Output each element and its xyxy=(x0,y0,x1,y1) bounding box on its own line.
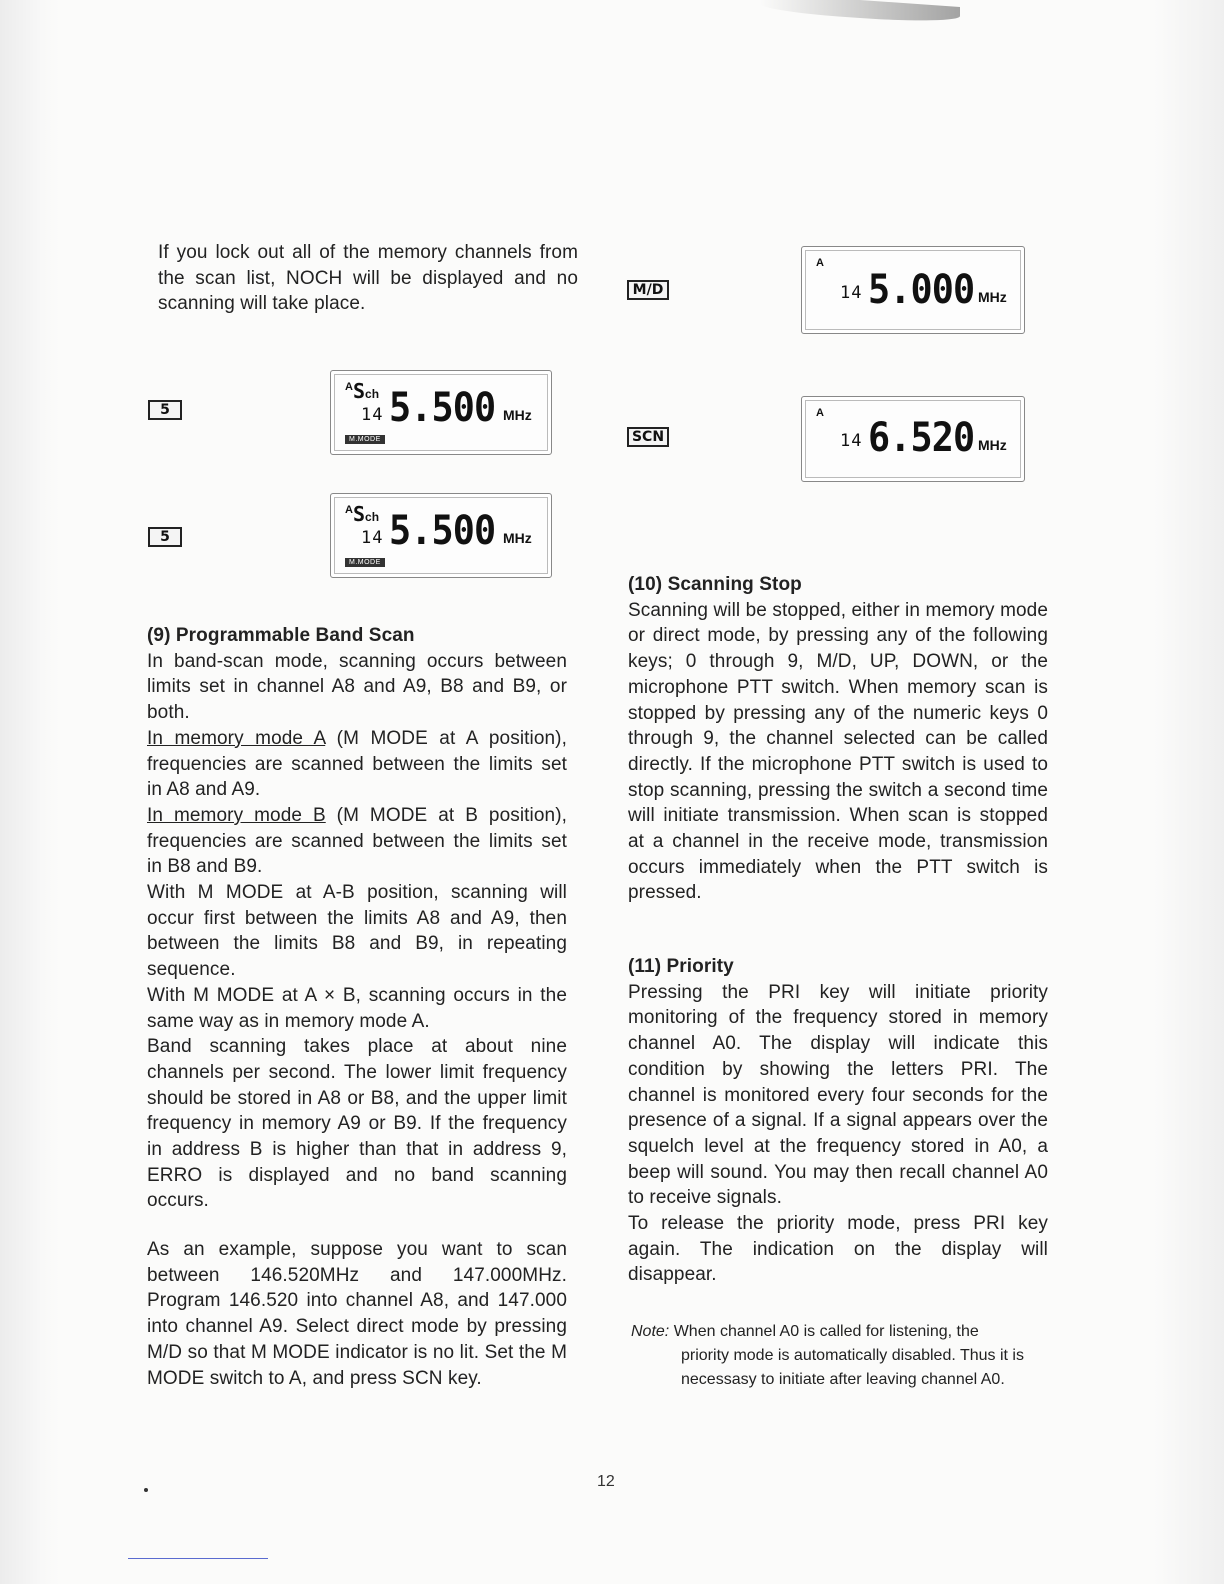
lcd-frequency: 5.500 xyxy=(389,385,496,431)
section-9-p3 xyxy=(147,803,567,880)
lcd-mmode-indicator: M.MODE xyxy=(345,435,385,444)
section-9-example xyxy=(147,1237,567,1391)
scan-edge-line xyxy=(128,1558,268,1559)
lcd-unit: MHz xyxy=(978,437,1007,453)
note-first-line xyxy=(631,1320,1051,1344)
section-priority xyxy=(628,954,1048,1288)
key-5-second xyxy=(148,527,182,547)
lcd-corner-label: A xyxy=(816,257,824,269)
memory-mode-a-term: In memory mode A xyxy=(147,727,326,749)
lcd-freq-prefix: 14 xyxy=(361,405,384,425)
section-9-p7: As an example, suppose you want to scan between 146.520MHz and 147.000MHz. Program 146.520 into channel A8, and 147.000 into channel A9. Select direct mode by pressing M/D so that M MODE indicator is no lit. Set the M MODE switch to A, and press SCN key. xyxy=(147,1239,567,1389)
lcd-sch-letter: S xyxy=(353,502,366,526)
section-9-p6: Band scanning takes place at about nine channels per second. The lower limit frequency should be stored in A8 or B8, and the upper limit frequency in memory A9 or B9. If the frequency in address B is higher than that in address 9, ERRO is displayed and no band scanning occurs. xyxy=(147,1036,567,1212)
lcd-freq-prefix: 14 xyxy=(840,283,863,303)
lcd-ch-label: ch xyxy=(365,510,380,524)
lcd-display-4 xyxy=(801,396,1025,482)
lcd-unit: MHz xyxy=(503,407,532,423)
section-9-p3-text: (M MODE at B position), frequencies are scanned between the limits set in B8 and B9. xyxy=(147,804,568,878)
lcd-frequency: 6.520 xyxy=(868,415,975,461)
lcd-frequency: 5.000 xyxy=(868,267,975,313)
lcd-sch-indicator xyxy=(353,502,379,526)
lcd-freq-prefix: 14 xyxy=(361,528,384,548)
lcd-ch-label: ch xyxy=(365,387,380,401)
section-10-p1: Scanning will be stopped, either in memory mode or direct mode, by pressing any of the following keys; 0 through 9, M/D, UP, DOWN, or the microphone PTT switch. When memory scan is stopped by pressing any of the numeric keys 0 through 9, the channel selected can be called directly. If the microphone PTT switch is used to stop scanning, pressing the switch a second time will initiate transmission. When scan is stopped at a channel in the receive mode, transmission occurs immediately when the PTT switch is pressed. xyxy=(628,599,1048,904)
lcd-display-2 xyxy=(330,493,552,578)
section-9-p2 xyxy=(147,726,567,803)
lcd-unit: MHz xyxy=(503,530,532,546)
section-10-heading: (10) Scanning Stop xyxy=(628,574,802,595)
lcd-unit: MHz xyxy=(978,289,1007,305)
lcd-corner-label: A xyxy=(345,381,353,393)
intro-text: If you lock out all of the memory channels from the scan list, NOCH will be displayed and no scanning will take place. xyxy=(158,242,578,315)
key-md xyxy=(627,280,669,300)
note-first-text: When channel A0 is called for listening, the xyxy=(673,1323,979,1340)
lcd-display-3 xyxy=(801,246,1025,334)
section-11-p1: Pressing the PRI key will initiate priority monitoring of the frequency stored in memory channel A0. The display will indicate this condition by showing the letters PRI. The channel is monitored every four seconds for the presence of a signal. If a signal appears over the squelch level at the frequency stored in A0, a beep will sound. You may then recall channel A0 to receive signals. xyxy=(628,981,1048,1209)
lcd-display-1 xyxy=(330,370,552,455)
section-scanning-stop xyxy=(628,572,1048,906)
lcd-freq-prefix: 14 xyxy=(840,431,863,451)
lcd-corner-label: A xyxy=(345,504,353,516)
section-9-p4: With M MODE at A-B position, scanning will occur first between the limits A8 and A9, then between the limits B8 and B9, in repeating sequence. xyxy=(147,882,567,981)
note-body: priority mode is automatically disabled. Thus it is necessasy to initiate after leaving channel A0. xyxy=(681,1347,1024,1388)
lcd-sch-letter: S xyxy=(353,379,366,403)
key-label: 5 xyxy=(160,529,170,545)
scan-smudge xyxy=(760,0,960,25)
section-9-heading: (9) Programmable Band Scan xyxy=(147,625,415,646)
page-shadow-left xyxy=(0,0,60,1584)
key-label: SCN xyxy=(631,429,665,445)
note-label: Note: xyxy=(631,1323,670,1340)
key-label: M/D xyxy=(632,282,664,298)
note-block xyxy=(631,1320,1051,1392)
section-11-p2: To release the priority mode, press PRI key again. The indication on the display will disappear. xyxy=(628,1213,1048,1286)
page-shadow-right xyxy=(1154,0,1224,1584)
section-9-p5: With M MODE at A × B, scanning occurs in the same way as in memory mode A. xyxy=(147,984,567,1032)
lcd-mmode-indicator: M.MODE xyxy=(345,558,385,567)
lcd-frequency: 5.500 xyxy=(389,508,496,554)
page-number: 12 xyxy=(597,1473,615,1490)
memory-mode-b-term: In memory mode B xyxy=(147,804,326,826)
lcd-sch-indicator xyxy=(353,379,379,403)
section-9-p1: In band-scan mode, scanning occurs between limits set in channel A8 and A9, B8 and B9, or both. xyxy=(147,650,567,724)
scan-speck xyxy=(144,1488,148,1492)
intro-paragraph xyxy=(158,240,578,317)
key-5-first xyxy=(148,400,182,420)
key-scn xyxy=(627,427,669,447)
section-11-heading: (11) Priority xyxy=(628,956,734,977)
section-programmable-band-scan xyxy=(147,623,567,1214)
key-label: 5 xyxy=(160,402,170,418)
section-9-p2-text: (M MODE at A position), frequencies are scanned between the limits set in A8 and A9. xyxy=(147,727,567,801)
lcd-corner-label: A xyxy=(816,407,824,419)
